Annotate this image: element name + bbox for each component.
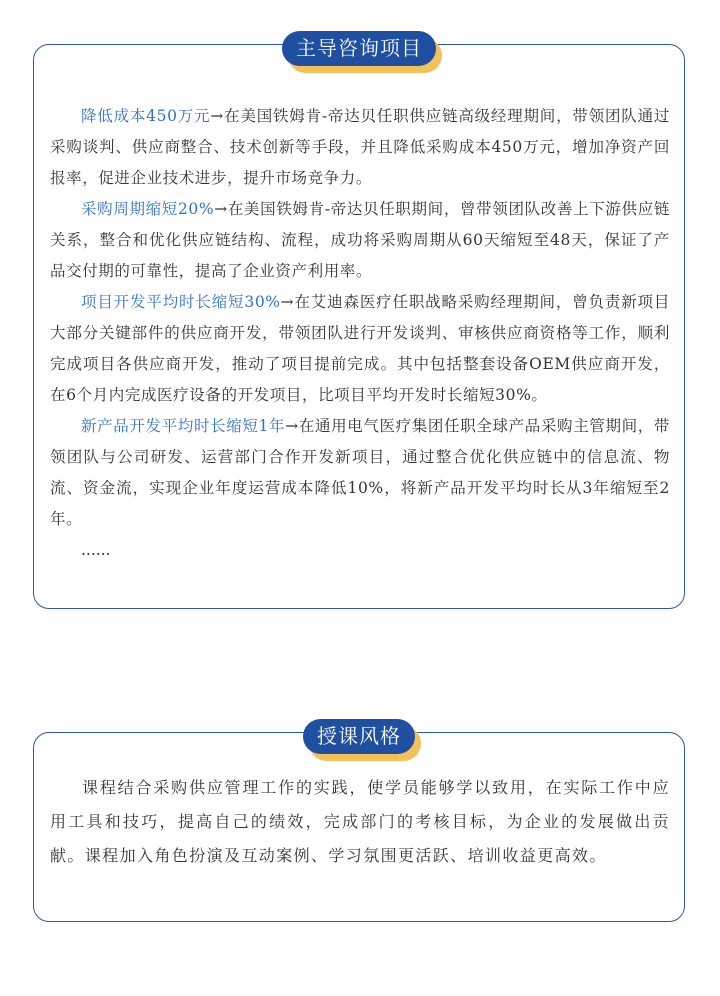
more-ellipsis: ...... bbox=[81, 541, 111, 559]
project-highlight: 新产品开发平均时长缩短1年 bbox=[81, 417, 286, 435]
teaching-title-tag bbox=[303, 719, 415, 754]
project-item bbox=[50, 287, 670, 411]
project-description: →在美国铁姆肯-帝达贝任职供应链高级经理期间，带领团队通过采购谈判、供应商整合、技术创新等手段，并且降低采购成本450万元，增加净资产回报率，促进企业技术进步，提升市场竞争力。 bbox=[50, 107, 670, 187]
project-description: →在通用电气医疗集团任职全球产品采购主管期间，带领团队与公司研发、运营部门合作开发新项目，通过整合优化供应链中的信息流、物流、资金流，实现企业年度运营成本降低10%，将新产品开发平均时长从3年缩短至2年。 bbox=[50, 417, 670, 528]
teaching-title: 授课风格 bbox=[303, 719, 415, 754]
project-item bbox=[50, 194, 670, 287]
project-highlight: 采购周期缩短20% bbox=[81, 200, 215, 218]
teaching-style-card bbox=[33, 724, 685, 922]
projects-title: 主导咨询项目 bbox=[282, 31, 436, 66]
projects-body bbox=[50, 101, 670, 566]
project-item bbox=[50, 411, 670, 535]
project-description: →在美国铁姆肯-帝达贝任职期间，曾带领团队改善上下游供应链关系，整合和优化供应链结构、流程，成功将采购周期从60天缩短至48天，保证了产品交付期的可靠性，提高了企业资产利用率。 bbox=[50, 200, 670, 280]
project-description: →在艾迪森医疗任职战略采购经理期间，曾负责新项目大部分关键部件的供应商开发，带领团队进行开发谈判、审核供应商资格等工作，顺利完成项目各供应商开发，推动了项目提前完成。其中包括整套设备OEM供应商开发，在6个月内完成医疗设备的开发项目，比项目平均开发时长缩短30%。 bbox=[50, 293, 670, 404]
teaching-body bbox=[50, 771, 670, 873]
projects-card bbox=[33, 36, 685, 609]
projects-title-tag bbox=[282, 31, 436, 66]
project-highlight: 降低成本450万元 bbox=[81, 107, 211, 125]
teaching-description: 课程结合采购供应管理工作的实践，使学员能够学以致用，在实际工作中应用工具和技巧，提高自己的绩效，完成部门的考核目标，为企业的发展做出贡献。课程加入角色扮演及互动案例、学习氛围更活跃、培训收益更高效。 bbox=[50, 778, 670, 865]
project-highlight: 项目开发平均时长缩短30% bbox=[81, 293, 281, 311]
project-item bbox=[50, 101, 670, 194]
